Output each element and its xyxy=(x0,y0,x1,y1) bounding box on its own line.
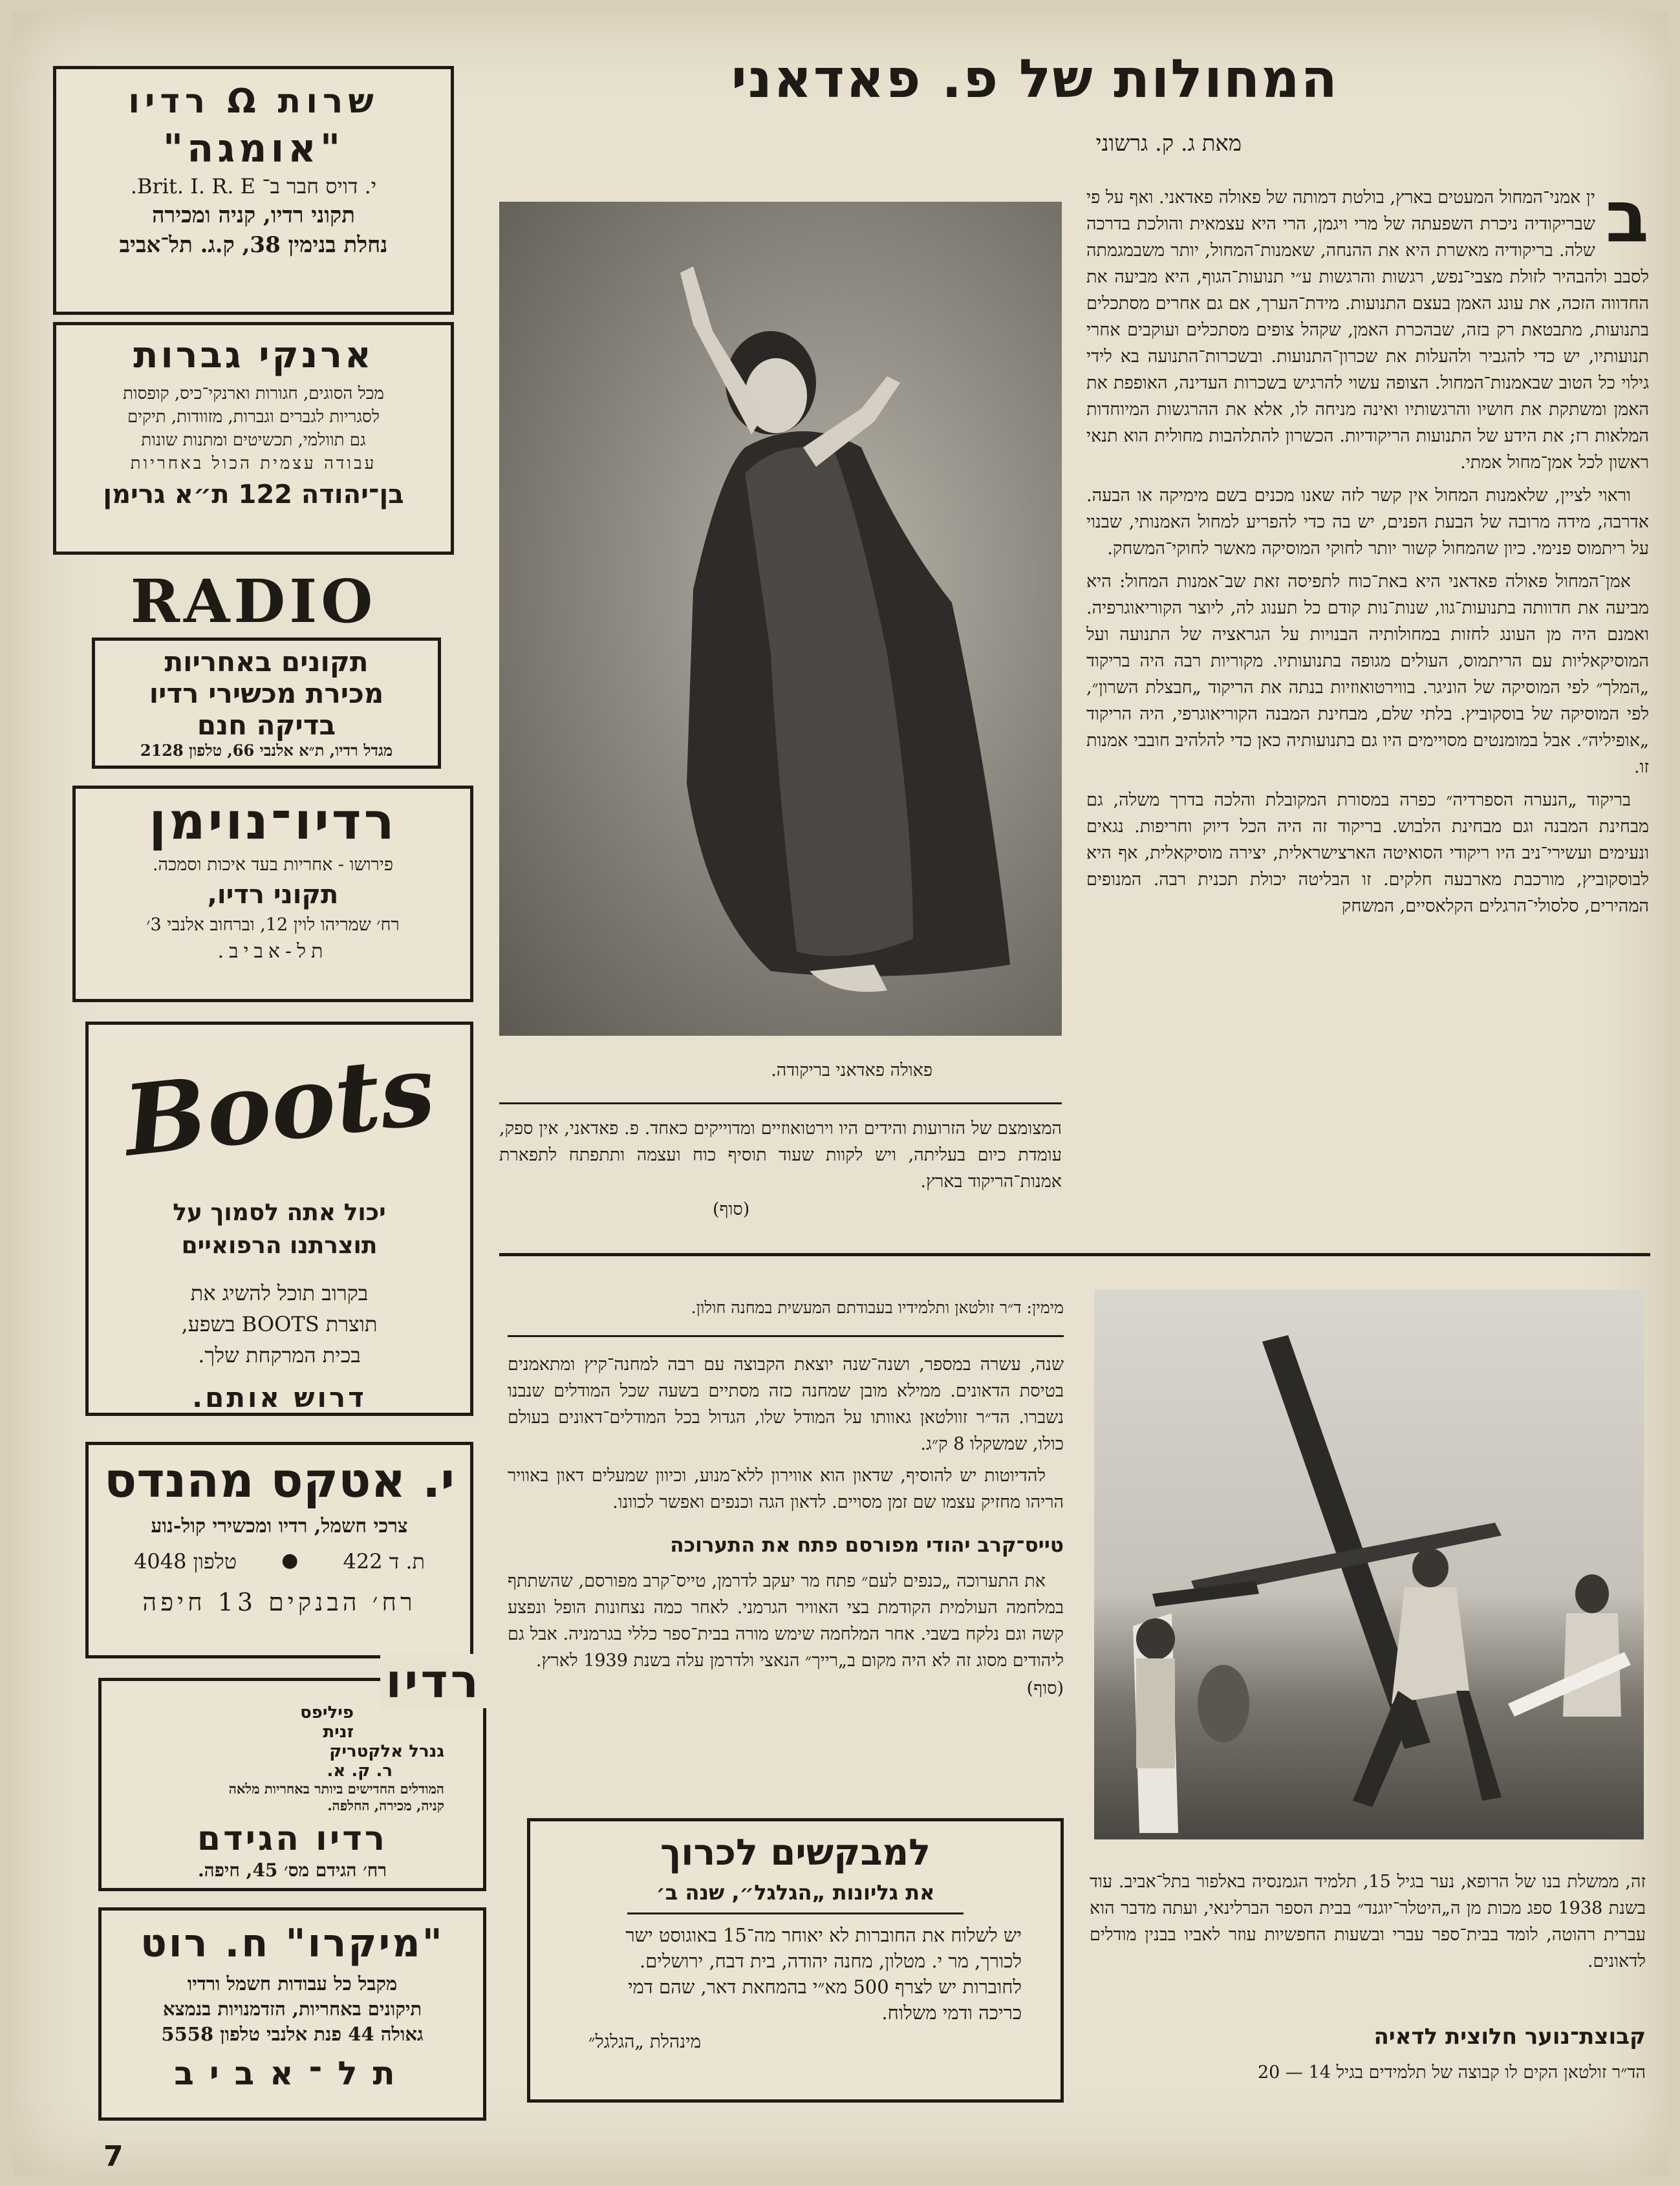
ad-hagidem-tab: רדיו xyxy=(380,1654,486,1708)
article2-paragraph: שנה, עשרה במספר, ושנה־שנה יוצאת הקבוצה עם רבה למחנה־קיץ ומתאמנים בטיסת הדאונים. ממילא מובן שמחנה כזה מסתיים בשעה שכל המודלים שנבנו נשברו. הד״ר זוולטאן גאוותו על המודל שלו, הגדול בכל המודלים־דאונים בעולם כולו, שמשקלו 8 ק״ג. xyxy=(508,1355,1064,1454)
ad-micro-title: "מיקרו" ח. רוט xyxy=(140,1921,444,1966)
ad-radio-noyman xyxy=(72,786,473,1002)
glider-scene xyxy=(1094,1290,1644,1839)
caption-divider xyxy=(499,1102,1062,1104)
ad-garber-wallets xyxy=(53,322,454,555)
ad-hagidem-line4: ר. ק. א. xyxy=(327,1761,393,1781)
ad-omega-radio xyxy=(53,66,454,315)
ad-radio-hagidem xyxy=(98,1654,486,1891)
ad-micro-line2: תיקונים באחריות, הזדמנויות בנמצא xyxy=(162,1998,422,2020)
article1-paragraph: ין אמני־המחול המעטים בארץ, בולטת דמותה של פאולה פאדאני. ואף על פי שבריקודיה ניכרת השפעתה של מרי ויגמן, הרי היא עצמאית והולכת בדרכה שלה. בריקודיה מאשרת היא את ההנחה, שאמנות־המחול, יותר משבמגמתה לסבב ולהבהיר לזולת מצבי־נפש, רגשות והרגשות ע״י תנועות־הגוף, היא מביעה את החדווה הזכה, את עונג האמן בעצם התנועות. מידת־הערך, אם גם אחרים מסתכלים בתנועות, מתבטאת רק בזה, שבהכרת האמן, שקהל צופים מסתכלים ועוקבים אחרי תנועותיו, יש כדי להגביר ולהעלות את שכרון־התנועות. ובשכרות־התנועה בא לידי גילוי כל הטוב שבאמנות־המחול. הצופה עשוי להרגיש בשכרות העדינה, האופפת את האמן ומשתקת את חושיו והרגשותיו ואינה מניחה לו, אלא את ההרגשות המיוחדות המלאות רז; את הידע של התנועות הריקודיות. הכשרון להתלהבות מחולית הוא תנאי ראשון לכל אמן־מחול אמתי. xyxy=(1086,188,1649,473)
ad-boots-line2: תוצרתנו הרפואיים xyxy=(181,1232,378,1259)
ad-omega-line3: י. דויס חבר ב־ Brit. I. R. E. xyxy=(130,174,377,198)
ad-boots-line6: דרוש אותם. xyxy=(192,1382,367,1413)
ad-atkes-line1: צרכי חשמל, רדיו ומכשירי קול-נוע xyxy=(151,1515,408,1538)
article1-title: המחולות של פ. פאדאני xyxy=(731,48,1339,110)
article1-photo-caption: פאולה פאדאני בריקודה. xyxy=(771,1060,932,1080)
ad-garber-line3: גם תוולמי, תכשיטים ומתנות שונות xyxy=(141,431,366,450)
ad-boots xyxy=(85,1022,473,1416)
article1-continuation-text: המצומצם של הזרועות והידים היו וירטואוזיים ומדוייקים כאחד. פ. פאדאני, אין ספק, עומדת כיום בעליתה, ויש לקוות שעוד תוסיף כוח ועצמה ותתפתח לתפארת אמנות־הריקוד בארץ. xyxy=(499,1119,1062,1192)
article2-subheading: טייס־קרב יהודי מפורסם פתח את התערוכה xyxy=(670,1534,1064,1557)
article1-paragraph: אמן־המחול פאולה פאדאני היא באת־כוח לתפיסה זאת שב־אמנות המחול: היא מביעה את חדוותה בתנועות־גוו, שנות־נות קודם כל תענוג לה, ליוצר הקוריאוגרפיה. ואמנם היה מן העונג לחזות במחולותיה הבנויות על הגראציה של התנועה ועל המוסיקאליות עם הריתמוס, העולים מגופה בתנועותיו. מקוריות רבה היה בריקוד „המלך״ לפי המוסיקה של הוניגר. בווירטואוזיות בנתה את הריקוד „חבצלת השרון״, לפי המוסיקה של בוסקוביץ. בלתי שלם, מבחינת המבנה הקוריאוגרפי, היה הריקוד „אופיליה״. אבל במומנטים מסויימים היו גם בתנועותיה כאן כדי להלהיב חובבי אמנות זו. xyxy=(1086,572,1649,777)
article2-left-intro: זה, ממשלת בנו של הרופא, נער בגיל 15, תלמיד הגמנסיה באלפור בתל־אביב. עוד בשנת 1938 ספג מכות מן ה„היטלר־יוגנד״ בבית הספר הברלינאי, ועתה מדבר הוא עברית רהוטה, לומד בבית־ספר עברי ובשעות החפשיות עוזר לאביו בבנין מודלים לדאונים. xyxy=(1090,1872,1646,1971)
ad-boots-line3: בקרוב תוכל להשיג את xyxy=(190,1281,369,1305)
article2-photo-caption: מימין: ד״ר זולטאן ותלמידיו בעבודתם המעשית במחנה חולון. xyxy=(691,1298,1064,1317)
article2-end-mark: (סוף) xyxy=(1026,1678,1064,1698)
notice-divider xyxy=(627,1913,964,1914)
article2-photo xyxy=(1094,1290,1644,1839)
article1-author: מאת ג. ק. גרשוני xyxy=(1095,131,1242,156)
ad-omega-line1: שרות Ω רדיו xyxy=(128,82,379,121)
ad-atkes-line4: רח׳ הבנקים 13 חיפה xyxy=(142,1588,416,1616)
newspaper-page xyxy=(13,13,1668,2176)
dancer-figure xyxy=(499,202,1062,1036)
ad-boots-line5: בכית המרקחת שלך. xyxy=(198,1343,361,1367)
ad-garber-line4: עבודה עצמית הכול באחריות xyxy=(130,454,377,473)
bullet-icon: ● xyxy=(281,1549,299,1572)
section-divider xyxy=(499,1253,1650,1256)
notice-signature: מינהלת „הגלגל״ xyxy=(588,2031,702,2052)
ad-hagidem-line3: גנרל אלקטריק xyxy=(329,1742,444,1761)
ad-hagidem-line5: המודלים החדישים ביותר באחריות מלאה xyxy=(228,1781,444,1797)
notice-title: למבקשים לכרוך xyxy=(660,1832,931,1874)
ad-atkes-title: י. אטקס מהנדס xyxy=(103,1453,455,1508)
ad-atkes-line3: טלפון 4048 xyxy=(134,1549,237,1574)
ad-hagidem-line6: קניה, מכירה, החלפה. xyxy=(327,1797,444,1814)
article2-middle-column xyxy=(508,1351,1064,1702)
ad-radio-tower-line4: מגדל רדיו, ת״א אלנבי 66, טלפון 2128 xyxy=(140,741,393,760)
ad-garber-line2: לסגריות לגברים וגברות, מזוודות, תיקים xyxy=(127,407,380,427)
article2-heading: קבוצת־נוער חלוצית לדאיה xyxy=(1373,2024,1646,2050)
article1-photo xyxy=(499,202,1062,1036)
ad-hagidem-title: רדיו הגידם xyxy=(197,1819,388,1858)
ad-hagidem-line7: רח׳ הגידם מס׳ 45, חיפה. xyxy=(197,1859,387,1881)
notice-body: יש לשלוח את החוברות לא יאוחר מה־15 באוגוסט ישר לכורך, מר י. מטלון, מחנה יהודה, בית דבח, ירושלים. לחוברות יש לצרף 500 מא״י בהמחאת דאר, שהם דמי כריכה ודמי משלוח. xyxy=(625,1924,1022,2024)
ad-hagidem-line1: פיליפס xyxy=(300,1703,354,1722)
ad-micro-line4: תל־אביב xyxy=(174,2055,411,2092)
ad-omega-line2: "אומגה" xyxy=(162,126,345,171)
ad-radio-tower-line2: מכירת מכשירי רדיו xyxy=(149,678,384,709)
ad-micro xyxy=(98,1907,486,2121)
caption-divider-2 xyxy=(508,1335,1064,1337)
article2-left-bottom: הד״ר זולטאן הקים לו קבוצה של תלמידים בגיל 14 — 20 xyxy=(1257,2063,1646,2083)
article1-continuation xyxy=(499,1115,1062,1223)
binding-notice xyxy=(527,1818,1064,2103)
ad-radio-tower-logo: RADIO xyxy=(130,566,377,636)
article2-paragraph: את התערוכה „כנפים לעם״ פתח מר יעקב לדרמן, טייס־קרב מפורסם, שהשתתף במלחמה העולמית הקודמת בצי האוויר הגרמני. לאחר כמה נצחונות הופל ונפצע קשה וגם נלקח בשבי. אחר המלחמה שימש מורה בבית־ספר כללי בגרמניה. אבל גם ליהודים מסוג זה לא היה מקום ב„רייך״ הנאצי ולדרמן עלה בשנת 1939 לארץ. xyxy=(508,1571,1064,1671)
ad-garber-title: ארנקי גברות xyxy=(133,334,374,376)
ad-atkes-line2: ת. ד 422 xyxy=(343,1549,425,1574)
ad-garber-line1: מכל הסוגים, חגורות וארנקי־כיס, קופסות xyxy=(123,384,384,403)
ad-hagidem-line2: זנית xyxy=(323,1722,354,1742)
article1-paragraph: וראוי לציין, שלאמנות המחול אין קשר לזה שאנו מכנים בשם מימיקה או הבעה. אדרבה, מידה מרובה של הבעת הפנים, יש בה כדי להפריע למחול האמנותי, שבנוי על ריתמוס פנימי. כיון שהמחול קשור יותר לחוקי המוסיקה מאשר לחוקי־המשחק. xyxy=(1086,486,1649,559)
notice-subtitle: את גליונות „הגלגל״, שנה ב׳ xyxy=(656,1880,935,1905)
ad-omega-line4: תקוני רדיו, קניה ומכירה xyxy=(152,202,355,228)
article2-paragraph: להדיוטות יש להוסיף, שדאון הוא אווירון ללא־מנוע, וכיוון שמעלים דאון באוויר הריהו מחזיק עצמו שם זמן מסויים. לדאון הגה וכנפים ואפשר לכוונו. xyxy=(508,1466,1064,1512)
ad-radio-noyman-line2: תקוני רדיו, xyxy=(207,880,339,910)
article1-end-mark: (סוף) xyxy=(713,1199,750,1219)
ad-radio-tower xyxy=(53,566,454,769)
page-number: 7 xyxy=(103,2140,124,2173)
article1-paragraph: בריקוד „הנערה הספרדיה״ כפרה במסורת המקובלת והלכה בדרך משלה, גם מבחינת המבנה וגם מבחינת הלבוש. בריקוד זה היה הכל דיוק וחריפות. נגאים ונעימים ועשירי־ניב היו ריקודי הסואיטה הארצישראלית, יצירה מוסיקאלית, אף היא לבוסקוביץ, מורכבת מארבעה חלקים. זו הבליטה יכולת תכנית רבה. המנופים המהירים, סלסולי־הרגלים הקלאסיים, המשחק xyxy=(1086,790,1649,916)
ad-garber-line5: בן־יהודה 122 ת״א גרימן xyxy=(103,480,404,509)
ad-micro-line3: גאולה 44 פנת אלנבי טלפון 5558 xyxy=(161,2023,424,2045)
ad-radio-tower-line1: תקונים באחריות xyxy=(164,646,369,678)
ad-boots-line4: תוצרת BOOTS בשפע, xyxy=(181,1312,378,1336)
ad-radio-noyman-line1: פירושו - אחריות בעד איכות וסמכה. xyxy=(152,855,394,875)
ad-radio-noyman-line4: תל-אביב. xyxy=(217,940,328,963)
ad-omega-line5: נחלת בנימין 38, ק.ג. תל־אביב xyxy=(119,232,388,258)
ad-atkes xyxy=(85,1442,473,1658)
article1-text-column xyxy=(1086,175,1649,919)
ad-boots-logo: Boots xyxy=(118,1033,440,1179)
ad-radio-noyman-line3: רח׳ שמריהו לוין 12, וברחוב אלנבי 3׳ xyxy=(146,915,400,935)
ad-micro-line1: מקבל כל עבודות חשמל ורדיו xyxy=(187,1973,398,1995)
ad-radio-noyman-title: רדיו־נוימן xyxy=(149,793,397,851)
article1-drop-cap: ב xyxy=(1605,175,1649,258)
ad-radio-tower-line3: בדיקה חנם xyxy=(197,709,336,741)
ad-boots-line1: יכול אתה לסמוך על xyxy=(173,1199,386,1226)
